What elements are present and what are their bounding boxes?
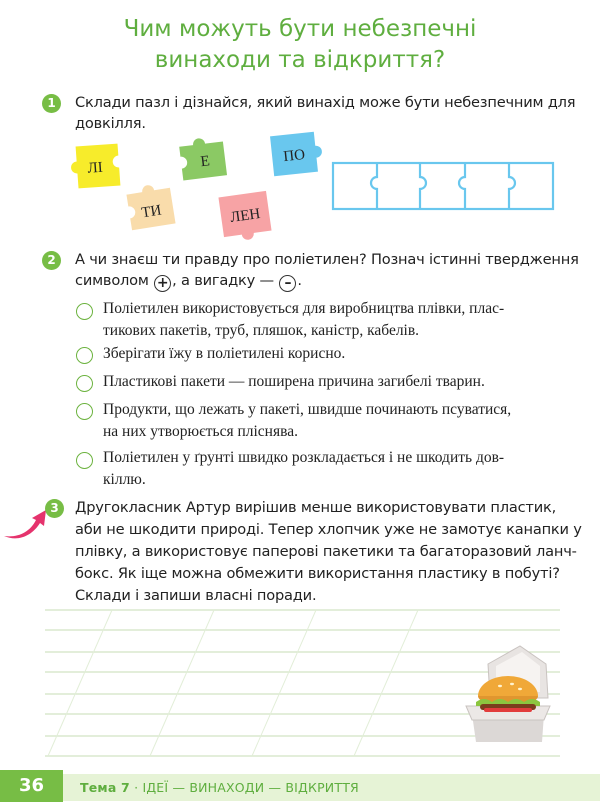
plus-symbol-icon: + [154,275,171,292]
statement-1 [103,298,563,341]
puzzle-piece-po[interactable] [270,131,324,176]
statement-2-line-1: Зберігати їжу в поліетилені корисно. [103,345,346,362]
puzzle-piece-ty[interactable] [126,182,176,230]
task-3-line-1: Другокласник Артур вирішив менше використовувати пластик, [75,499,557,516]
statement-1-line-2: тикових пакетів, труб, пляшок, каністр, кабелів. [103,321,420,339]
statement-5-line-1: Поліетилен у ґрунті швидко розкладається і не шкодить дов- [103,449,505,466]
footer-separator: · [129,780,143,795]
page-number: 36 [0,770,63,802]
puzzle-piece-len[interactable] [218,191,272,243]
task-3-line-3: плівку, а використовує паперові пакетики та багаторазовий ланч- [75,543,577,560]
statement-4-checkbox[interactable] [76,403,93,420]
statement-1-line-1: Поліетилен використовується для виробництва плівки, плас- [103,300,505,317]
statement-4-line-2: на них утворюється пліснява. [103,422,298,440]
statement-5 [103,447,563,490]
puzzle-piece-li[interactable] [70,144,121,189]
puzzle-piece-e[interactable] [178,135,227,180]
puzzle-piece-po-label: ПО [282,146,306,166]
task-3-line-2: аби не шкодити природі. Тепер хлопчик уже не замотує канапки у [75,521,582,538]
statement-2 [103,343,563,365]
minus-symbol-icon: – [279,275,296,292]
footer-theme-label: Тема 7 [80,780,130,795]
puzzle-piece-len-label: ЛЕН [229,205,262,227]
puzzle-piece-li-label: ЛІ [87,159,104,177]
puzzle-pieces [0,0,600,260]
footer-theme-text: ІДЕЇ — ВИНАХОДИ — ВІДКРИТТЯ [142,780,359,795]
task-1-line-2: довкілля. [75,115,146,132]
statement-5-line-2: кіллю. [103,470,146,488]
page-title-line-1: Чим можуть бути небезпечні [123,16,477,42]
task-2-line-2 [75,270,579,292]
task-3-number: 3 [45,499,64,518]
statement-4 [103,399,563,442]
task-1-line-1: Склади пазл і дізнайся, який винахід може бути небезпечним для [75,94,576,111]
task-3-line-5: Склади і запиши власні поради. [75,587,317,604]
task-2-line-1: А чи знаєш ти правду про поліетилен? Познач істинні твердження [75,251,579,268]
footer-theme [80,774,359,801]
statement-3-line-1: Пластикові пакети — поширена причина загибелі тварин. [103,373,485,390]
task-2-line-2-start: символом [75,272,149,289]
statement-3 [103,371,563,393]
task-2-line-2-end: . [297,272,302,289]
page-title-line-2: винаходи та відкриття? [154,47,446,73]
puzzle-piece-ty-label: ТИ [140,202,163,222]
puzzle-answer-frame[interactable] [333,163,553,209]
statement-3-checkbox[interactable] [76,375,93,392]
puzzle-piece-e-label: Е [199,153,211,171]
task-3-text [75,497,582,607]
statement-4-line-1: Продукти, що лежать у пакеті, швидше починають псуватися, [103,401,512,418]
statement-1-checkbox[interactable] [76,303,93,320]
task-1-number: 1 [42,94,61,113]
task-2-number: 2 [42,251,61,270]
lunchbox-burger-illustration [460,642,560,752]
task-2-line-2-middle: , а вигадку — [172,272,274,289]
statement-5-checkbox[interactable] [76,452,93,469]
task-2-text [75,249,579,292]
statement-2-checkbox[interactable] [76,347,93,364]
task-3-line-4: бокс. Як іще можна обмежити використання пластику в побуті? [75,565,560,582]
